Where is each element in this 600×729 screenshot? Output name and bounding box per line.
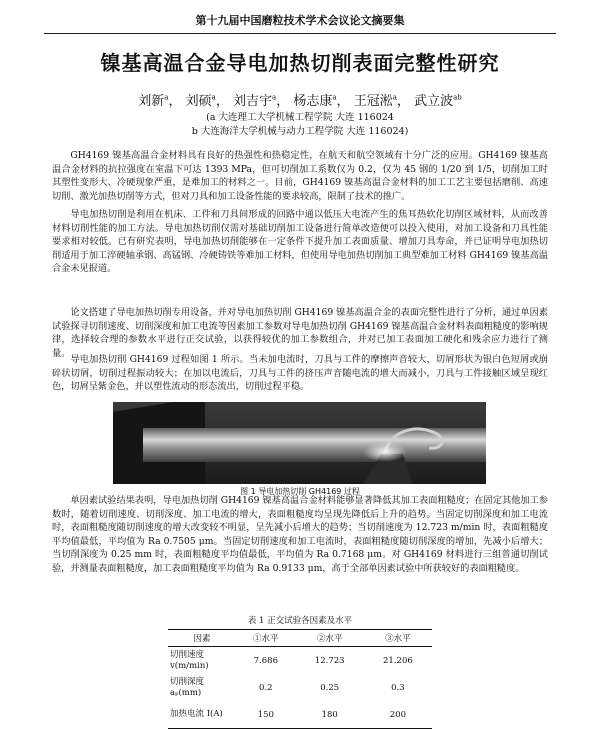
table-cell: 0.25 bbox=[320, 682, 340, 693]
cutting-process-photo bbox=[113, 402, 486, 484]
paragraph-experiment: 论文搭建了导电加热切削专用设备，并对导电加热切削 GH4169 镍基高温合金的表面完整性进行了分析，通过单因素试验探寻切削速度、切削深度和加工电流等因素加工参数对导电加热切削 GH4169 镍基高温合金材料表面粗糙度的影响规律，选择较合理的参数水平进行正交试验，以获得较优的加工参数组合，并对已加工表面加工硬化和残余应力进行了测量。 bbox=[52, 307, 548, 359]
paragraph-process: 导电加热切削 GH4169 过程如图 1 所示。当未加电流时，刀具与工件的摩擦声音较大，切屑形状为银白色短屑或崩碎状切屑，切削过程振动较大；在加以电流后，刀具与工件的挤压声音随电流的增大而减小，刀具与工件接触区域呈现红色，切屑呈紫金色，并以塑性流动的形态流出，切削过程平稳。 bbox=[52, 354, 548, 393]
running-header: 第十九届中国磨粒技术学术会议论文摘要集 bbox=[44, 12, 556, 34]
table-cell: 150 bbox=[257, 709, 274, 720]
table-row-label bbox=[168, 647, 236, 675]
table-row bbox=[168, 647, 432, 675]
author-affil-mark: a bbox=[332, 93, 337, 102]
row-label-line: 切削深度 bbox=[170, 676, 205, 687]
row-label-unit: aₚ(mm) bbox=[170, 687, 202, 698]
table-row bbox=[168, 674, 432, 701]
row-label-line: 加热电流 I(A) bbox=[170, 709, 223, 719]
author-separator: ， bbox=[276, 94, 290, 109]
row-label-unit: v(m/min) bbox=[170, 660, 209, 671]
table-header-cell: 因素 bbox=[168, 630, 236, 647]
table-row bbox=[168, 701, 432, 729]
author-list bbox=[44, 90, 556, 109]
author-separator: ， bbox=[336, 94, 350, 109]
author-name: 刘硕 bbox=[185, 94, 212, 109]
table-cell: 200 bbox=[389, 709, 407, 720]
paragraph-intro: GH4169 镍基高温合金材料具有良好的热强性和热稳定性，在航天和航空领域有十分广泛的应用。GH4169 镍基高温合金材料的抗拉强度在室温下可达 1393 MPa，但可切削加工系数仅为 0.2，仅为 45 钢的 1/20 到 1/5，切削加工时其塑性变形大、冷硬现象严重，是难加工的材料之一。目前，GH4169 镍基高温合金材料的加工工艺主要包括磨削、高速切削、激光加热切削等方式，但对刀具和加工设备性能的要求较高，限制了技术的推广。 bbox=[52, 150, 548, 202]
paragraph-method: 导电加热切削是利用在机床、工件和刀具间形成的回路中通以低压大电流产生的焦耳热软化切削区域材料，从而改善材料切削性能的加工方法。导电加热切削仅需对基础切削加工设备进行简单改造便可以投入使用，对加工设备和刀具性能要求相对较低。已有研究表明，导电加热切削能够在一定条件下提升加工表面质量、增加刀具寿命，并已证明导电加热切削适用于加工淬硬轴承钢、高锰钢、冷硬铸铁等难加工材料，但使用导电加热切削加工典型难加工材料 GH4169 镍基高温合金未见报道。 bbox=[52, 209, 548, 275]
author-separator: ， bbox=[396, 94, 410, 109]
author-affil-mark: a bbox=[211, 93, 216, 102]
table-header-cell: ②水平 bbox=[296, 630, 364, 647]
table-title: 表 1 正交试验各因素及水平 bbox=[247, 616, 353, 626]
author-name: 刘新 bbox=[138, 94, 165, 109]
table-row-label bbox=[168, 701, 236, 729]
table-header-row bbox=[168, 630, 432, 647]
table-cell: 180 bbox=[321, 709, 338, 720]
author-separator: ， bbox=[215, 94, 229, 109]
affiliation-b: b 大连海洋大学机械与动力工程学院 大连 116024) bbox=[191, 126, 409, 137]
table-cell: 21.206 bbox=[383, 655, 413, 666]
author-affil-mark: a bbox=[272, 93, 277, 102]
table-cell: 0.2 bbox=[259, 682, 273, 693]
table-cell: 7.686 bbox=[253, 655, 278, 666]
author-affil-mark: a bbox=[164, 93, 169, 102]
author-name: 杨志康 bbox=[293, 94, 333, 109]
paragraph-results: 单因素试验结果表明，导电加热切削 GH4169 镍基高温合金材料能够显著降低其加工表面粗糙度；在固定其他加工参数时，随着切削速度、切削深度、加工电流的增大，表面粗糙度均呈现先降低后上升的趋势。当固定切削深度和加工电流时，表面粗糙度随切削速度的增大改变较不明显，呈先减小后增大的趋势；当切削速度为 12.723 m/min 时，表面粗糙度平均值最低，平均值为 Ra 0.7505 μm。当固定切削速度和加工电流时，表面粗糙度随切削深度的增加，先减小后增大；当切削深度为 0.25 mm 时，表面粗糙度平均值最低，平均值为 Ra 0.7168 μm。对 GH4169 材料进行三组普通切削试验，并测量表面粗糙度，加工表面粗糙度平均值为 Ra 0.9133 μm，高于全部单因素试验中所获较好的表面粗糙度。 bbox=[52, 495, 548, 574]
table-cell: 0.3 bbox=[391, 682, 405, 693]
heated-zone-glow bbox=[363, 442, 407, 462]
author-affil-mark: ab bbox=[453, 93, 462, 102]
author-separator: ， bbox=[168, 94, 182, 109]
figure-caption: 图 1 导电加热切削 GH4169 过程 bbox=[240, 487, 360, 496]
table-row-label bbox=[168, 674, 236, 701]
row-label-line: 切削速度 bbox=[170, 649, 205, 660]
orthogonal-factor-table bbox=[168, 629, 432, 729]
table-header-cell: ③水平 bbox=[364, 630, 432, 647]
author-name: 刘吉宇 bbox=[232, 94, 272, 109]
affiliation-a: (a 大连理工大学机械工程学院 大连 116024 bbox=[206, 112, 394, 123]
table-header-cell: ①水平 bbox=[236, 630, 296, 647]
author-name: 武立波 bbox=[414, 94, 454, 109]
author-affil-mark: a bbox=[392, 93, 397, 102]
author-name: 王冠淞 bbox=[353, 94, 393, 109]
paper-title: 镍基高温合金导电加热切削表面完整性研究 bbox=[100, 51, 500, 75]
figure-cutting-photo bbox=[113, 402, 486, 484]
table-cell: 12.723 bbox=[314, 655, 345, 666]
